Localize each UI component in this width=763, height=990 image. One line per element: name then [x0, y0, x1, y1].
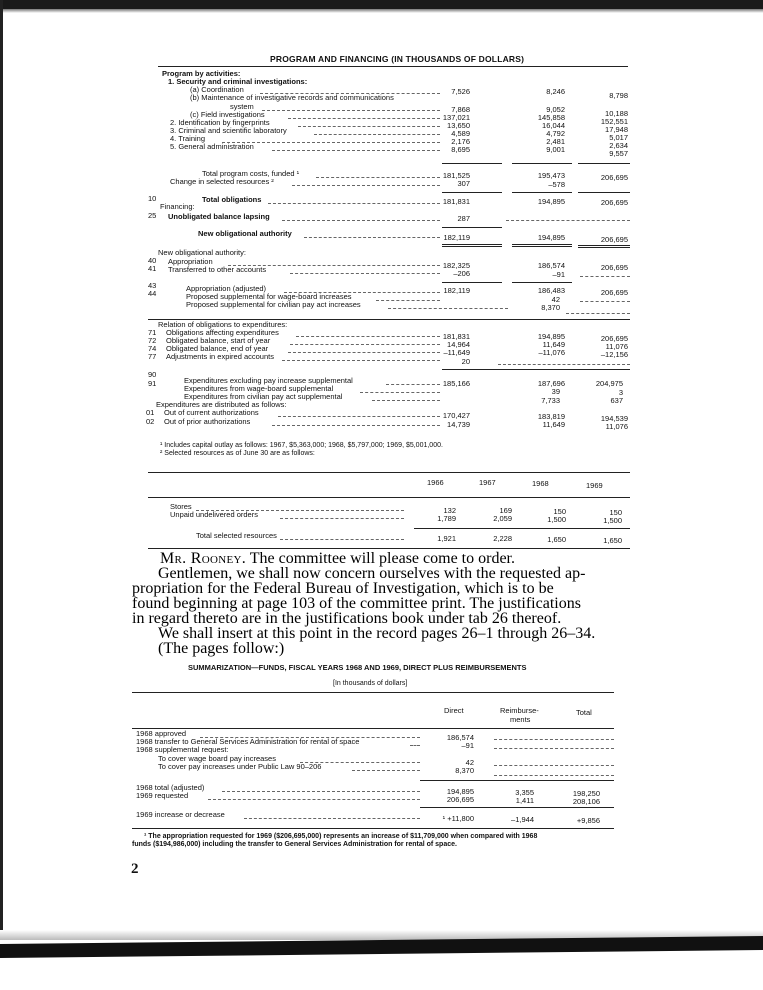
double-rule: [578, 245, 630, 248]
footnote-2: ² Selected resources as of June 30 are as follows:: [160, 450, 315, 457]
summary-footnote-1: ¹ The appropriation requested for 1969 ($206,695,000) represents an increase of $11,709,000 when compared with 1968: [144, 833, 538, 840]
value: 198,250: [572, 789, 600, 798]
expenditures-civilian-label: Expenditures from civilian pay act supplemental: [184, 392, 343, 401]
activity-5: 5. General administration: [170, 142, 254, 151]
value: 1,500: [547, 515, 566, 524]
rule: [420, 780, 614, 781]
relation-77-label: Adjustments in expired accounts: [166, 352, 274, 361]
value: 187,696: [537, 379, 565, 388]
row-label: 1968 total (adjusted): [136, 783, 205, 792]
value: 2,059: [493, 514, 512, 523]
summary-subtitle: [In thousands of dollars]: [333, 680, 408, 687]
value: 145,858: [537, 113, 565, 122]
value: 2,176: [451, 137, 470, 146]
relation-72-label: Obligated balance, start of year: [166, 336, 271, 345]
civilian-pay-label: Proposed supplemental for civilian pay act increases: [186, 300, 361, 309]
value: 181,525: [442, 171, 470, 180]
relation-heading: Relation of obligations to expenditures:: [158, 320, 288, 329]
summary-footnote-2: funds ($194,986,000) including the transfer to General Services Administration for rental of space.: [132, 841, 457, 848]
row-label: 1968 approved: [136, 729, 187, 738]
double-rule: [512, 244, 572, 247]
value: +9,856: [576, 816, 600, 825]
value: 206,695: [446, 795, 474, 804]
total-costs-label: Total program costs, funded ¹: [202, 169, 300, 178]
testimony-line-3: propriation for the Federal Bureau of Investigation, which is to be: [132, 580, 554, 597]
value: 7,526: [451, 87, 470, 96]
value: 1,921: [437, 534, 456, 543]
value: 137,021: [442, 113, 470, 122]
activity-c: (c) Field investigations: [190, 110, 265, 119]
row-label: 1969 requested: [136, 791, 189, 800]
value: 181,831: [442, 197, 470, 206]
testimony-line-7: (The pages follow:): [158, 640, 285, 657]
current-auth-label: Out of current authorizations: [164, 408, 259, 417]
rule: [512, 192, 572, 193]
value: 8,695: [451, 145, 470, 154]
leader: [580, 276, 630, 278]
rule: [420, 807, 614, 808]
value: 13,650: [447, 121, 470, 130]
value: 8,370: [455, 766, 474, 775]
line-number: 10: [148, 194, 157, 203]
leader: [494, 775, 614, 777]
value: 14,739: [447, 420, 470, 429]
page-title: PROGRAM AND FINANCING (IN THOUSANDS OF DOLLARS): [270, 54, 525, 64]
rule: [148, 548, 630, 549]
row-label: 1969 increase or decrease: [136, 810, 225, 819]
leader: [222, 142, 440, 144]
value: 14,964: [447, 340, 470, 349]
leader: [244, 818, 420, 820]
value: 206,695: [600, 173, 628, 182]
appropriation-label: Appropriation: [168, 257, 213, 266]
value: 150: [609, 508, 622, 517]
line-number: 25: [148, 211, 157, 220]
value: 9,001: [546, 145, 565, 154]
value: 182,325: [442, 261, 470, 270]
rule: [442, 163, 502, 164]
value: 182,119: [443, 233, 470, 242]
activity-b: (b) Maintenance of investigative records and communications: [190, 93, 394, 102]
change-label: Change in selected resources ²: [170, 177, 274, 186]
value: 9,052: [546, 105, 565, 114]
rule: [148, 472, 630, 473]
line-number: 77: [148, 352, 157, 361]
title-rule: [158, 66, 628, 67]
value: 194,895: [537, 197, 565, 206]
value: 42: [465, 758, 474, 767]
value: 42: [551, 295, 560, 304]
line-number: 91: [148, 379, 157, 388]
column-header: 1969: [586, 481, 603, 490]
expenditures-wage-label: Expenditures from wage-board supplemental: [184, 384, 334, 393]
leader: [360, 392, 440, 394]
security-heading: 1. Security and criminal investigations:: [168, 77, 308, 86]
unobligated-label: Unobligated balance lapsing: [168, 212, 270, 221]
expenditures-excl-label: Expenditures excluding pay increase supplemental: [184, 376, 353, 385]
prior-auth-label: Out of prior authorizations: [164, 417, 251, 426]
value: 206,695: [600, 334, 628, 343]
line-number: 43: [148, 281, 157, 290]
value: –206: [453, 269, 470, 278]
value: 7,733: [541, 396, 560, 405]
value: –578: [548, 180, 565, 189]
summary-title: SUMMARIZATION—FUNDS, FISCAL YEARS 1968 AND 1969, DIRECT PLUS REIMBURSEMENTS: [188, 663, 527, 672]
value: 194,539: [600, 414, 628, 423]
value: 170,427: [442, 411, 470, 420]
column-header: 1968: [532, 479, 549, 488]
testimony-line-5: in regard thereto are in the justifications book under tab 26 thereof.: [132, 610, 562, 627]
leader: [372, 400, 440, 402]
page-number: 2: [131, 861, 139, 877]
value: 185,166: [442, 379, 470, 388]
testimony-line-1: [160, 551, 515, 566]
value: 206,695: [600, 288, 628, 297]
value: –91: [552, 270, 565, 279]
footnote-1: ¹ Includes capital outlay as follows: 1967, $5,363,000; 1968, $5,797,000; 1969, $5,001,000.: [160, 442, 443, 449]
activity-4: 4. Training: [170, 134, 206, 143]
value: 181,831: [442, 332, 470, 341]
leader: [494, 739, 614, 741]
value: 1,500: [603, 516, 622, 525]
testimony-line-4: found beginning at page 103 of the committee print. The justifications: [132, 595, 581, 612]
double-rule: [442, 244, 502, 247]
value: 17,948: [605, 125, 628, 134]
value: 1,650: [547, 535, 566, 544]
row-label: 1968 transfer to General Services Administration for rental of space: [136, 737, 360, 746]
value: –11,649: [443, 348, 470, 357]
value: –11,076: [538, 348, 565, 357]
stores-label: Stores: [170, 502, 192, 511]
total-resources-label: Total selected resources: [196, 531, 277, 540]
value: –12,156: [600, 350, 628, 359]
line-number: 44: [148, 289, 157, 298]
column-header: 1967: [479, 478, 496, 487]
value: 150: [553, 507, 566, 516]
relation-74-label: Obligated balance, end of year: [166, 344, 269, 353]
value: 39: [551, 387, 560, 396]
line-number: 41: [148, 264, 157, 273]
value: 287: [457, 214, 470, 223]
rule: [512, 282, 572, 283]
value: –1,944: [511, 815, 534, 824]
value: 186,574: [446, 733, 474, 742]
leader: [506, 220, 630, 222]
value: 9,557: [609, 149, 628, 158]
scan-shadow-top: [0, 9, 763, 13]
value: 194,895: [537, 233, 565, 242]
line-number: 02: [146, 417, 155, 426]
rule: [442, 282, 502, 283]
value: 5,017: [609, 133, 628, 142]
value: 208,106: [572, 797, 600, 806]
value: 1,411: [515, 796, 534, 805]
column-header: Total: [576, 708, 592, 717]
relation-71-label: Obligations affecting expenditures: [166, 328, 279, 337]
distributed-label: Expenditures are distributed as follows:: [156, 400, 287, 409]
line-number: 71: [148, 328, 157, 337]
row-label: To cover pay increases under Public Law 90–206: [158, 762, 322, 771]
value: 10,188: [605, 109, 628, 118]
value: 183,819: [537, 412, 565, 421]
value: 186,483: [537, 286, 565, 295]
value: 2,228: [493, 534, 512, 543]
leader: [566, 313, 630, 315]
appropriation-adjusted-label: Appropriation (adjusted): [186, 284, 267, 293]
leader: [494, 765, 614, 767]
value: 194,895: [446, 787, 474, 796]
wage-board-label: Proposed supplemental for wage-board increases: [186, 292, 352, 301]
value: 307: [457, 179, 470, 188]
value: 2,634: [609, 141, 628, 150]
leader: [280, 539, 404, 541]
rule: [132, 692, 614, 693]
value: ¹ +11,800: [442, 814, 474, 823]
value: 11,649: [542, 340, 565, 349]
value: 4,792: [546, 129, 565, 138]
leader: [494, 748, 614, 750]
activity-2: 2. Identification by fingerprints: [170, 118, 270, 127]
leader: [388, 308, 508, 310]
value: 132: [443, 506, 456, 515]
activity-3: 3. Criminal and scientific laboratory: [170, 126, 287, 135]
value: 152,551: [600, 117, 628, 126]
value: 194,895: [537, 332, 565, 341]
rule: [578, 192, 630, 193]
leader: [498, 364, 630, 366]
value: 11,076: [605, 342, 628, 351]
value: 186,574: [537, 261, 565, 270]
value: 637: [610, 396, 623, 405]
scan-border-left: [0, 0, 3, 990]
speaker: Mr. Rooney.: [160, 550, 247, 567]
leader: [208, 799, 420, 801]
value: 3,355: [515, 788, 534, 797]
scan-border-bottom: [0, 930, 763, 990]
leader: [280, 518, 404, 520]
rule: [442, 227, 502, 228]
rule: [132, 728, 614, 729]
value: 169: [499, 506, 512, 515]
leader: [376, 300, 440, 302]
rule: [148, 497, 630, 498]
column-header: Reimburse-: [500, 706, 539, 715]
leader: [222, 791, 420, 793]
value: 2,481: [546, 137, 565, 146]
value: 11,076: [605, 422, 628, 431]
value: 4,589: [451, 129, 470, 138]
line-number: 40: [148, 256, 157, 265]
line-number: 74: [148, 344, 157, 353]
value: –91: [461, 741, 474, 750]
line-number: 72: [148, 336, 157, 345]
value: 195,473: [537, 171, 565, 180]
line-number: 01: [146, 408, 155, 417]
value: 11,649: [542, 420, 565, 429]
value: 204,975: [595, 379, 623, 388]
value: 1,650: [603, 536, 622, 545]
column-header: 1966: [427, 478, 444, 487]
activities-heading: Program by activities:: [162, 69, 241, 78]
unpaid-label: Unpaid undelivered orders: [170, 510, 258, 519]
value: 8,798: [609, 91, 628, 100]
transferred-label: Transferred to other accounts: [168, 265, 267, 274]
line-number: 90: [148, 370, 157, 379]
activity-a: (a) Coordination: [190, 85, 244, 94]
total-obligations-label: Total obligations: [202, 195, 262, 204]
value: 206,695: [600, 263, 628, 272]
rule: [414, 528, 630, 529]
value: 1,789: [437, 514, 456, 523]
value: 206,695: [600, 198, 628, 207]
financing-label: Financing:: [160, 202, 195, 211]
row-label: To cover wage board pay increases: [158, 754, 276, 763]
new-authority-label: New obligational authority: [198, 229, 292, 238]
value: 16,044: [542, 121, 565, 130]
value: 20: [461, 357, 470, 366]
activity-b-cont: system: [230, 102, 254, 111]
testimony-text: The committee will please come to order.: [249, 550, 515, 567]
rule: [132, 828, 614, 829]
value: 182,119: [443, 286, 470, 295]
noa-heading: New obligational authority:: [158, 248, 246, 257]
value: 206,695: [600, 235, 628, 244]
value: 8,246: [546, 87, 565, 96]
value: 7,868: [451, 105, 470, 114]
rule: [512, 163, 572, 164]
column-header: Direct: [444, 706, 464, 715]
row-label: 1968 supplemental request:: [136, 745, 229, 754]
leader: [352, 770, 420, 772]
rule: [442, 192, 502, 193]
testimony-line-2: Gentlemen, we shall now concern ourselves with the requested ap-: [158, 565, 586, 582]
scan-border-top: [0, 0, 763, 9]
rule: [442, 369, 630, 370]
value: 8,370: [541, 303, 560, 312]
value: 3: [618, 388, 623, 397]
column-header: ments: [510, 715, 531, 724]
testimony-line-6: We shall insert at this point in the record pages 26–1 through 26–34.: [158, 625, 596, 642]
leader: [580, 301, 630, 303]
rule: [578, 163, 630, 164]
